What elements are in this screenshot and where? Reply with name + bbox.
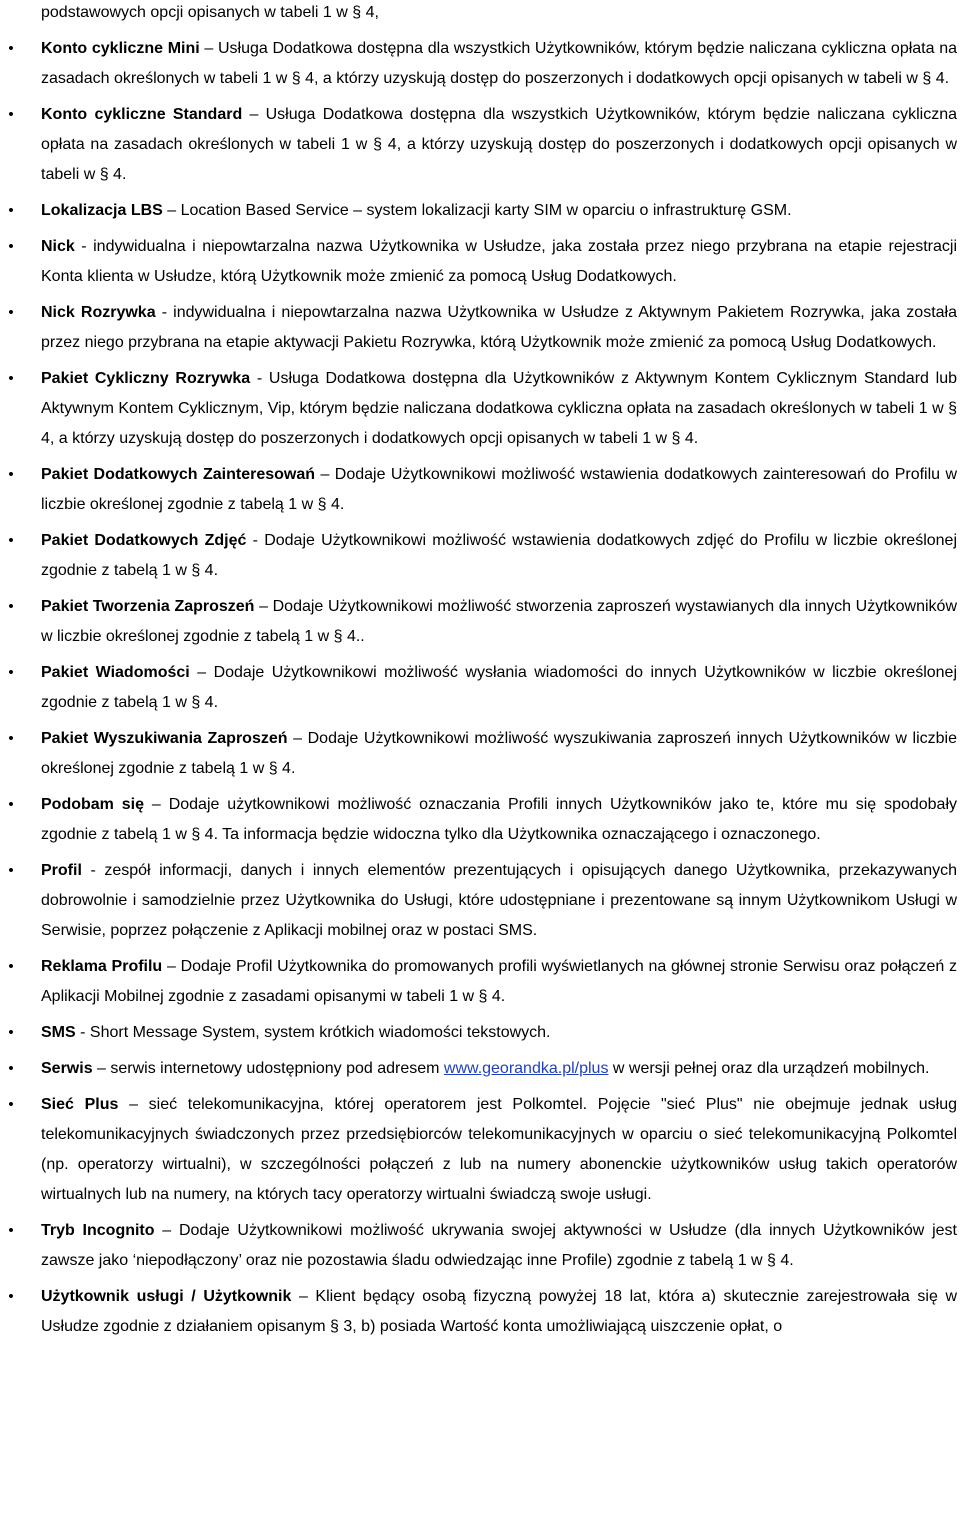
definition-text: – Dodaje Użytkownikowi możliwość wysłania wiadomości do innych Użytkowników w liczbie określonej zgodnie z tabelą 1 w § 4.	[41, 664, 957, 711]
definition-term: Sieć Plus	[41, 1096, 119, 1113]
definition-item	[0, 658, 960, 718]
bullet-icon: •	[8, 304, 14, 321]
definition-item	[0, 724, 960, 784]
definitions-list	[0, 34, 960, 1342]
definition-text: – Dodaje Użytkownikowi możliwość wyszukiwania zaproszeń innych Użytkowników w liczbie określonej zgodnie z tabelą 1 w § 4.	[41, 730, 958, 777]
definition-item	[0, 1054, 960, 1084]
definition-text: – Dodaje Użytkownikowi możliwość stworzenia zaproszeń wystawianych dla innych Użytkowników w liczbie określonej zgodnie z tabelą 1 w § 4..	[41, 598, 958, 645]
definition-item	[0, 364, 960, 454]
bullet-icon: •	[8, 202, 14, 219]
definition-text: w wersji pełnej oraz dla urządzeń mobilnych.	[608, 1060, 930, 1077]
bullet-icon: •	[8, 664, 14, 681]
definition-item	[0, 460, 960, 520]
bullet-icon: •	[8, 238, 14, 255]
definition-term: Konto cykliczne Mini	[41, 40, 200, 57]
bullet-icon: •	[8, 1222, 14, 1239]
bullet-icon: •	[8, 796, 14, 813]
definition-term: Nick	[41, 238, 75, 255]
definition-term: Konto cykliczne Standard	[41, 106, 243, 123]
definition-item	[0, 856, 960, 946]
definition-term: Użytkownik usługi / Użytkownik	[41, 1288, 292, 1305]
definition-term: Podobam się	[41, 796, 145, 813]
bullet-icon: •	[8, 40, 14, 57]
definition-item	[0, 298, 960, 358]
definition-text: - Dodaje Użytkownikowi możliwość wstawienia dodatkowych zdjęć do Profilu w liczbie określonej zgodnie z tabelą 1 w § 4.	[41, 532, 957, 579]
definition-item	[0, 592, 960, 652]
definition-text: - Short Message System, system krótkich wiadomości tekstowych.	[75, 1024, 551, 1041]
definition-text: – Dodaje Użytkownikowi możliwość ukrywania swojej aktywności w Usłudze (dla innych Użytkowników jest zawsze jako ‘niepodłączony’ oraz nie pozostawia śladu odwiedzając inne Profile) zgodnie z tabelą 1 w § 4.	[41, 1222, 958, 1269]
definition-item	[0, 952, 960, 1012]
definition-term: Pakiet Tworzenia Zaproszeń	[41, 598, 255, 615]
bullet-icon: •	[8, 958, 14, 975]
definition-item	[0, 1282, 960, 1342]
definition-item	[0, 34, 960, 94]
bullet-icon: •	[8, 370, 14, 387]
definition-term: Reklama Profilu	[41, 958, 163, 975]
definition-text: – Dodaje Profil Użytkownika do promowanych profili wyświetlanych na głównej stronie Serwisu oraz połączeń z Aplikacji Mobilnej zgodnie z zasadami opisanymi w tabeli 1 w § 4.	[41, 958, 957, 1005]
definition-text: – Usługa Dodatkowa dostępna dla wszystkich Użytkowników, którym będzie naliczana cykliczna opłata na zasadach określonych w tabeli 1 w § 4, a którzy uzyskują dostęp do poszerzonych i dodatkowych opcji opisanych w tabeli w § 4.	[41, 40, 957, 87]
definition-term: Pakiet Cykliczny Rozrywka	[41, 370, 251, 387]
definition-term: Profil	[41, 862, 82, 879]
bullet-icon: •	[8, 1060, 14, 1077]
definition-item	[0, 526, 960, 586]
definition-term: SMS	[41, 1024, 76, 1041]
definition-text: – Dodaje Użytkownikowi możliwość wstawienia dodatkowych zainteresowań do Profilu w liczbie określonej zgodnie z tabelą 1 w § 4.	[41, 466, 958, 513]
definition-text: – serwis internetowy udostępniony pod adresem	[92, 1060, 444, 1077]
definition-term: Serwis	[41, 1060, 93, 1077]
bullet-icon: •	[8, 466, 14, 483]
definition-item	[0, 1018, 960, 1048]
definition-text: – Klient będący osobą fizyczną powyżej 18 lat, która a) skutecznie zarejestrowała się w Usłudze zgodnie z działaniem opisanym § 3, b) posiada Wartość konta umożliwiającą uiszczenie opłat, o	[41, 1288, 958, 1335]
definition-term: Lokalizacja LBS	[41, 202, 163, 219]
definition-text: – sieć telekomunikacyjna, której operatorem jest Polkomtel. Pojęcie "sieć Plus" nie obejmuje jednak usług telekomunikacyjnych świadczonych przez przedsiębiorców telekomunikacyjnych w oparciu o sieć telekomunikacyjną Polkomtel (np. operatorzy wirtualni), w szczególności połączeń z lub na numery abonenckie użytkowników usług takich operatorów wirtualnych lub na numery, na których tacy operatorzy wirtualni świadczą swoje usługi.	[41, 1096, 957, 1203]
bullet-icon: •	[8, 1288, 14, 1305]
definition-term: Pakiet Dodatkowych Zainteresowań	[41, 466, 316, 483]
bullet-icon: •	[8, 1096, 14, 1113]
definition-item	[0, 1216, 960, 1276]
continuation-text: podstawowych opcji opisanych w tabeli 1 w § 4,	[41, 4, 379, 21]
definition-term: Nick Rozrywka	[41, 304, 156, 321]
definition-text: - indywidualna i niepowtarzalna nazwa Użytkownika w Usłudze z Aktywnym Pakietem Rozrywka, jaka została przez niego przybrana na etapie aktywacji Pakietu Rozrywka, którą Użytkownik może zmienić za pomocą Usług Dodatkowych.	[41, 304, 958, 351]
definition-text: - zespół informacji, danych i innych elementów prezentujących i opisujących danego Użytkownika, przekazywanych dobrowolnie i samodzielnie przez Użytkownika do Usługi, które udostępniane i prezentowane są innym Użytkownikom Usługi w Serwisie, poprzez połączenie z Aplikacji mobilnej oraz w postaci SMS.	[41, 862, 957, 939]
definition-term: Pakiet Wyszukiwania Zaproszeń	[41, 730, 288, 747]
bullet-icon: •	[8, 106, 14, 123]
bullet-icon: •	[8, 862, 14, 879]
definition-text: - Usługa Dodatkowa dostępna dla Użytkowników z Aktywnym Kontem Cyklicznym Standard lub Aktywnym Kontem Cyklicznym, Vip, którym będzie naliczana dodatkowa cykliczna opłata na zasadach określonych w tabeli 1 w § 4, a którzy uzyskują dostęp do poszerzonych i dodatkowych opcji opisanych w tabeli 1 w § 4.	[41, 370, 957, 447]
definition-item	[0, 196, 960, 226]
definition-item	[0, 790, 960, 850]
definition-text: – Location Based Service – system lokalizacji karty SIM w oparciu o infrastrukturę GSM.	[162, 202, 792, 219]
definition-item	[0, 232, 960, 292]
serwis-url-link[interactable]: www.georandka.pl/plus	[443, 1060, 609, 1077]
definition-term: Pakiet Wiadomości	[41, 664, 190, 681]
bullet-icon: •	[8, 730, 14, 747]
definition-item	[0, 100, 960, 190]
definition-term: Tryb Incognito	[41, 1222, 155, 1239]
bullet-icon: •	[8, 532, 14, 549]
definition-term: Pakiet Dodatkowych Zdjęć	[41, 532, 247, 549]
definition-text: - indywidualna i niepowtarzalna nazwa Użytkownika w Usłudze, jaka została przez niego przybrana na etapie rejestracji Konta klienta w Usłudze, którą Użytkownik może zmienić za pomocą Usług Dodatkowych.	[41, 238, 957, 285]
definition-item	[0, 1090, 960, 1210]
bullet-icon: •	[8, 598, 14, 615]
definition-text: – Dodaje użytkownikowi możliwość oznaczania Profili innych Użytkowników jako te, które mu się spodobały zgodnie z tabelą 1 w § 4. Ta informacja będzie widoczna tylko dla Użytkownika oznaczającego i oznaczonego.	[41, 796, 958, 843]
bullet-icon: •	[8, 1024, 14, 1041]
definition-text: – Usługa Dodatkowa dostępna dla wszystkich Użytkowników, którym będzie naliczana cykliczna opłata na zasadach określonych w tabeli 1 w § 4, a którzy uzyskują dostęp do poszerzonych i dodatkowych opcji opisanych w tabeli w § 4.	[41, 106, 957, 183]
